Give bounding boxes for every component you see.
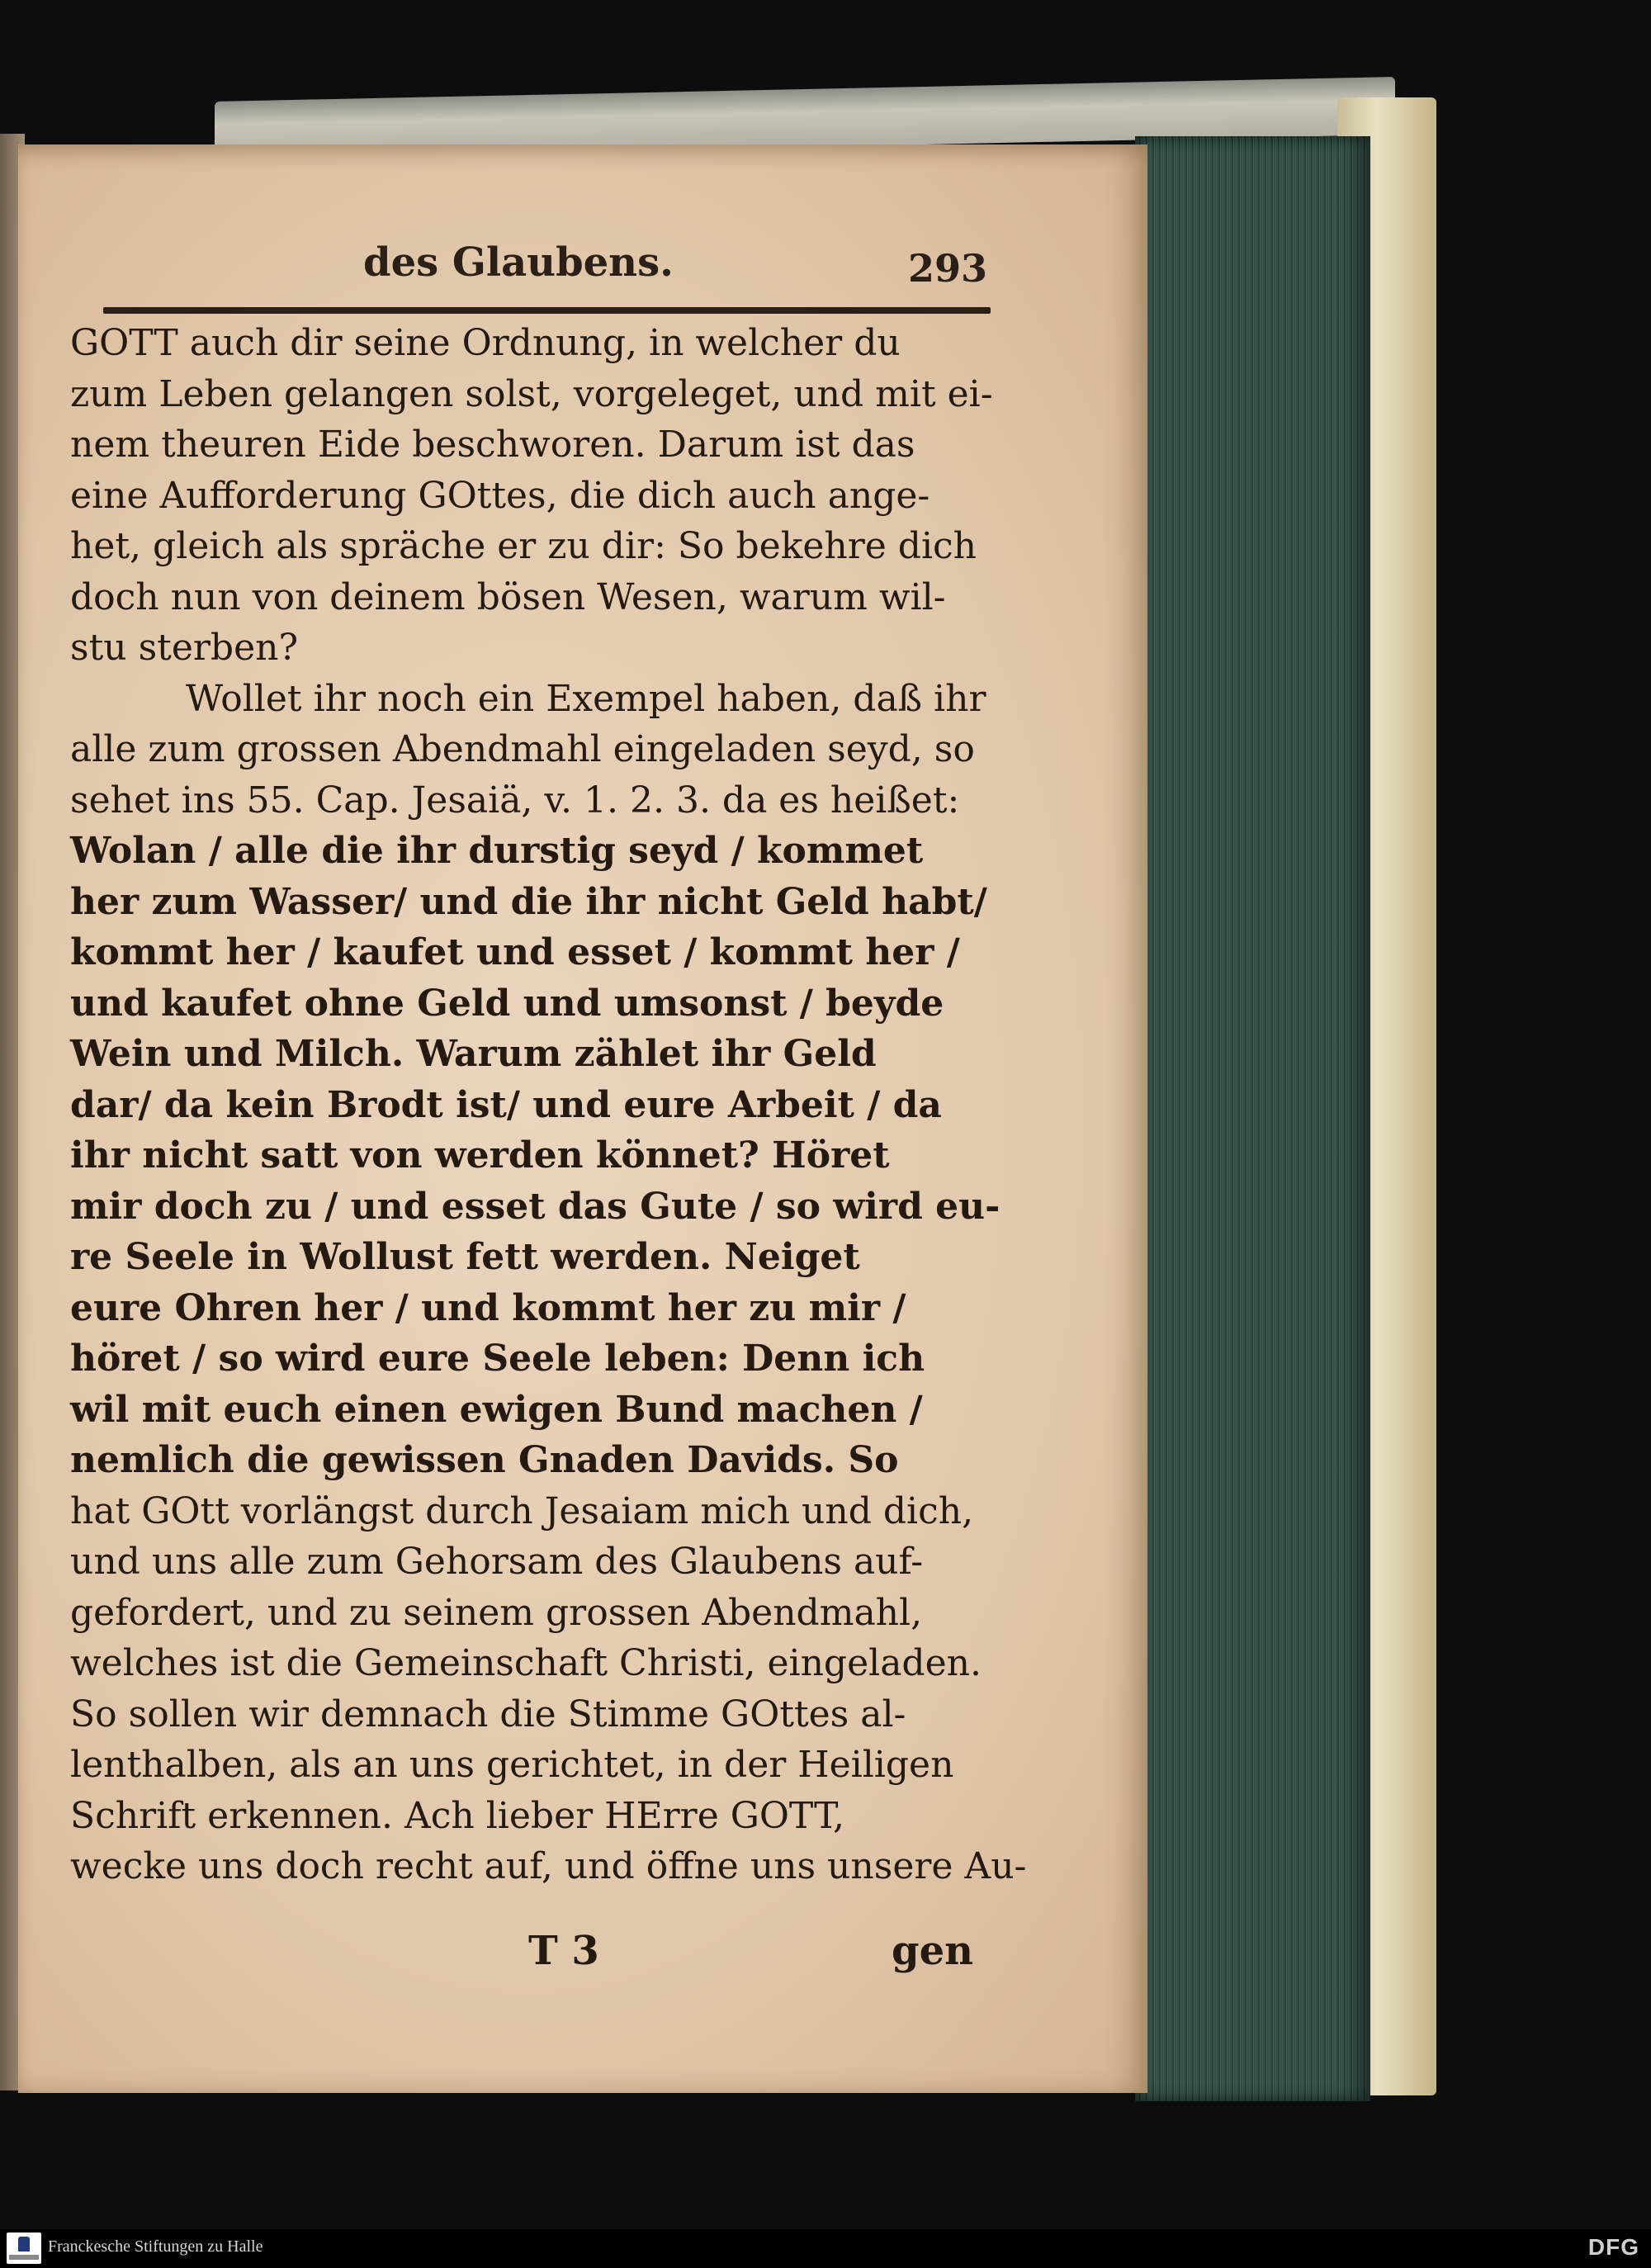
body-text	[70, 318, 1027, 1892]
text-line: gefordert, und zu seinem grossen Abendmahl,	[70, 1591, 923, 1634]
quote-line: höret / so wird eure Seele leben: Denn ich	[70, 1338, 925, 1380]
text-line: hat GOtt vorlängst durch Jesaiam mich und dich,	[70, 1489, 974, 1532]
text-line: GOTT auch dir seine Ordnung, in welcher du	[70, 322, 901, 364]
quote-line: ihr nicht satt von werden könnet? Höret	[70, 1134, 890, 1177]
text-line: Schrift erkennen. Ach lieber HErre GOTT,	[70, 1794, 844, 1837]
quote-line: eure Ohren her / und kommt her zu mir /	[70, 1286, 906, 1329]
quote-line: wil mit euch einen ewigen Bund machen /	[70, 1388, 923, 1431]
text-line: alle zum grossen Abendmahl eingeladen seyd, so	[70, 728, 975, 770]
text-line: Wollet ihr noch ein Exempel haben, daß ihr	[186, 677, 986, 720]
quote-line: Wein und Milch. Warum zählet ihr Geld	[70, 1033, 877, 1075]
text-line: welches ist die Gemeinschaft Christi, eingeladen.	[70, 1642, 982, 1684]
text-line: stu sterben?	[70, 627, 299, 669]
quote-line: kommt her / kaufet und esset / kommt her /	[70, 931, 960, 973]
text-line: doch nun von deinem bösen Wesen, warum wil-	[70, 575, 946, 618]
text-line: nem theuren Eide beschworen. Darum ist das	[70, 424, 915, 466]
text-line: zum Leben gelangen solst, vorgeleget, und mit ei-	[70, 372, 993, 415]
page-number: 293	[908, 246, 988, 291]
quote-line: mir doch zu / und esset das Gute / so wird eu-	[70, 1185, 1001, 1228]
text-line: So sollen wir demnach die Stimme GOttes al-	[70, 1693, 906, 1735]
head-rule	[103, 307, 991, 314]
quote-line: Wolan / alle die ihr durstig seyd / kommet	[70, 830, 924, 872]
text-line: sehet ins 55. Cap. Jesaiä, v. 1. 2. 3. da es heißet:	[70, 779, 960, 821]
text-line: und uns alle zum Gehorsam des Glaubens auf-	[70, 1541, 924, 1583]
running-head: des Glaubens.	[363, 239, 674, 286]
logo-caption	[9, 2255, 39, 2260]
page-block-edges	[1135, 136, 1370, 2101]
catchword: gen	[892, 1928, 973, 1974]
signature-mark: T 3	[528, 1928, 599, 1974]
institution-logo-icon[interactable]	[7, 2232, 41, 2264]
text-line: lenthalben, als an uns gerichtet, in der Heiligen	[70, 1744, 954, 1786]
logo-emblem	[18, 2237, 30, 2251]
quote-line: re Seele in Wollust fett werden. Neiget	[70, 1236, 860, 1278]
viewer-footer-bar	[0, 2229, 1651, 2268]
quote-line: und kaufet ohne Geld und umsonst / beyde	[70, 982, 944, 1025]
text-line: wecke uns doch recht auf, und öffne uns unsere Au-	[70, 1845, 1027, 1887]
text-line: het, gleich als spräche er zu dir: So bekehre dich	[70, 525, 977, 567]
quote-line: dar/ da kein Brodt ist/ und eure Arbeit / da	[70, 1083, 942, 1126]
dfg-logo[interactable]: DFG	[1587, 2234, 1639, 2260]
institution-name[interactable]: Franckesche Stiftungen zu Halle	[48, 2237, 263, 2256]
quote-line: nemlich die gewissen Gnaden Davids. So	[70, 1439, 899, 1481]
quote-line: her zum Wasser/ und die ihr nicht Geld habt/	[70, 880, 987, 923]
text-line: eine Aufforderung GOttes, die dich auch ange-	[70, 474, 930, 517]
